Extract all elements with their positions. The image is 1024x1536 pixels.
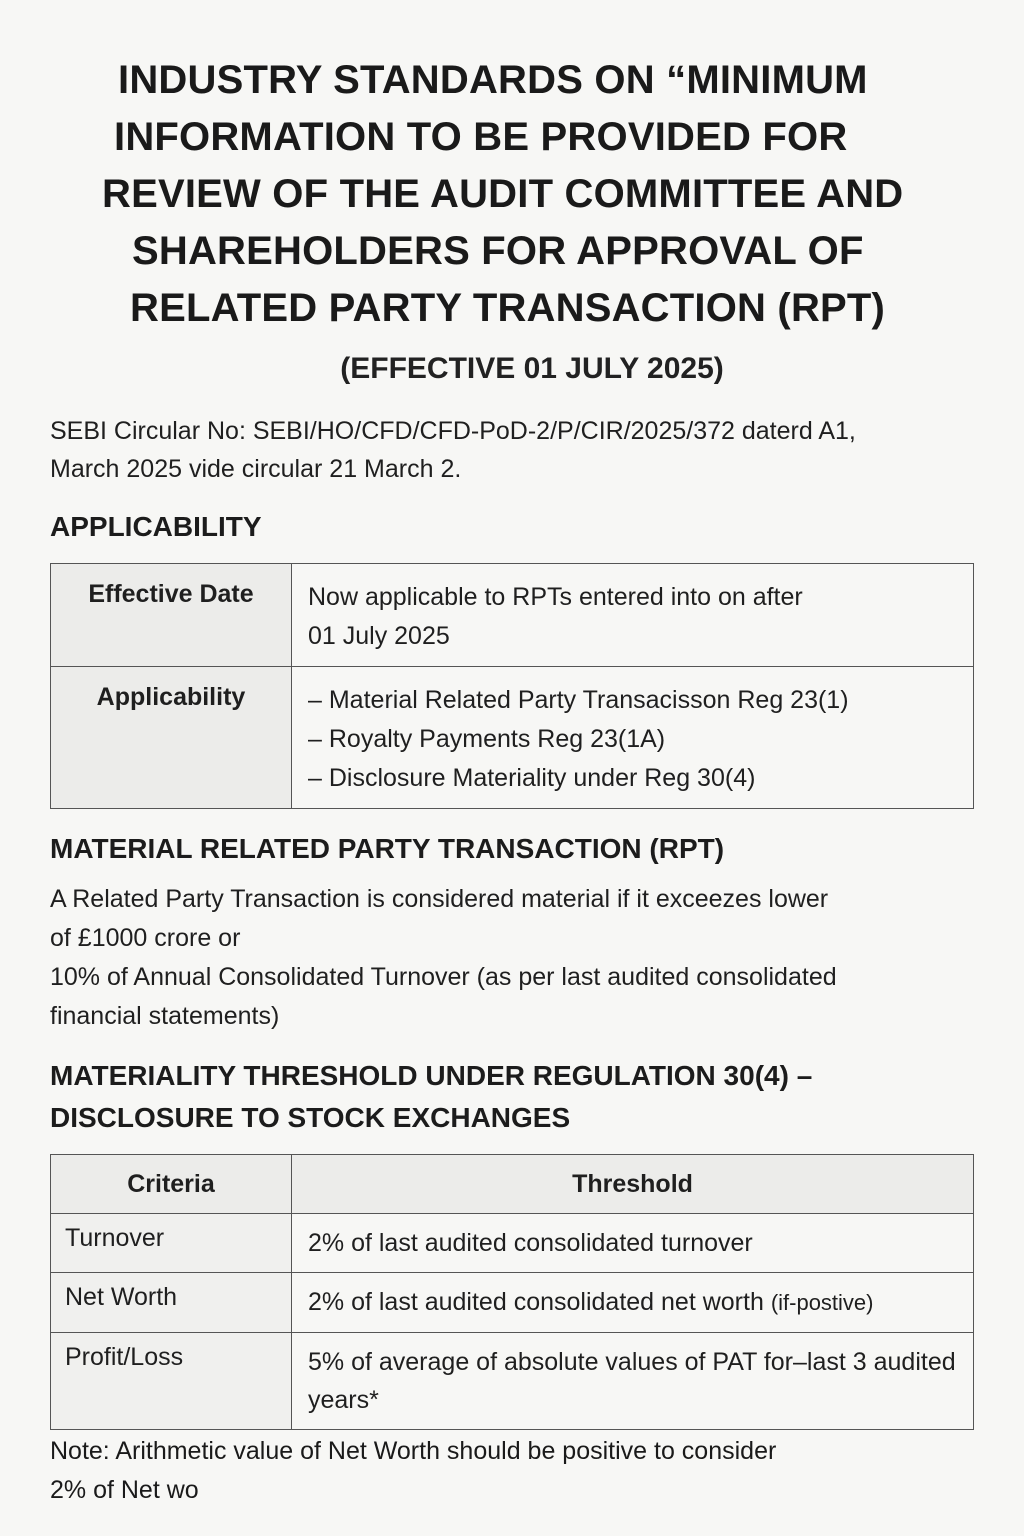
threshold-cell: 2% of last audited consolidated turnover — [292, 1214, 974, 1273]
text-line: A Related Party Transaction is considered material if it exceezes lower — [50, 885, 829, 913]
criteria-cell: Net Worth — [51, 1273, 292, 1333]
table-row — [51, 667, 974, 809]
circular-line: March 2025 vide circular 21 March 2. — [50, 455, 462, 483]
value-line: Now applicable to RPTs entered into on after — [308, 583, 803, 611]
applicability-list — [308, 681, 957, 798]
threshold-text: 2% of last audited consolidated net worth — [308, 1288, 764, 1316]
text-line: of £1000 crore or — [50, 924, 241, 952]
text-line: 10% of Annual Consolidated Turnover (as per last audited consolidated — [50, 963, 837, 991]
threshold-cell — [292, 1273, 974, 1333]
effective-date-subtitle: (EFFECTIVE 01 JULY 2025) — [340, 352, 724, 385]
column-header-criteria: Criteria — [51, 1155, 292, 1214]
text-line: financial statements) — [50, 1002, 280, 1030]
table-row — [51, 1273, 974, 1333]
threshold-table — [50, 1154, 974, 1430]
row-value — [292, 564, 974, 667]
row-value — [292, 667, 974, 809]
note-line: 2% of Net wo — [50, 1476, 199, 1504]
threshold-qualifier: (if-postive) — [770, 1290, 874, 1315]
threshold-cell: 5% of average of absolute values of PAT for–last 3 audited years* — [292, 1333, 974, 1430]
title-line: REVIEW OF THE AUDIT COMMITTEE AND — [102, 172, 904, 216]
list-item: – Material Related Party Transacisson Reg 23(1) — [308, 681, 957, 720]
material-rpt-text — [50, 880, 990, 1036]
title-line: SHAREHOLDERS FOR APPROVAL OF — [132, 229, 864, 273]
column-header-threshold: Threshold — [292, 1155, 974, 1214]
footnote — [50, 1432, 990, 1510]
heading-line: MATERIALITY THRESHOLD UNDER REGULATION 30(4) – — [50, 1060, 813, 1091]
note-line: Note: Arithmetic value of Net Worth should be positive to consider — [50, 1437, 777, 1465]
list-item: – Royalty Payments Reg 23(1A) — [308, 720, 957, 759]
title-line: INDUSTRY STANDARDS ON “MINIMUM — [118, 58, 868, 102]
threshold-heading — [50, 1055, 990, 1139]
material-rpt-heading: MATERIAL RELATED PARTY TRANSACTION (RPT) — [50, 833, 725, 864]
value-line: 01 July 2025 — [308, 622, 450, 650]
row-label: Effective Date — [51, 564, 292, 667]
criteria-cell: Turnover — [51, 1214, 292, 1273]
list-item: – Disclosure Materiality under Reg 30(4) — [308, 759, 957, 798]
heading-line: DISCLOSURE TO STOCK EXCHANGES — [50, 1102, 571, 1133]
table-row — [51, 1214, 974, 1273]
criteria-cell: Profit/Loss — [51, 1333, 292, 1430]
table-header-row — [51, 1155, 974, 1214]
document-title — [90, 52, 1010, 337]
table-row — [51, 1333, 974, 1430]
applicability-heading: APPLICABILITY — [50, 511, 262, 542]
table-row — [51, 564, 974, 667]
circular-line: SEBI Circular No: SEBI/HO/CFD/CFD-PoD-2/P/CIR/2025/372 daterd A1, — [50, 417, 856, 445]
title-line: RELATED PARTY TRANSACTION (RPT) — [130, 286, 886, 330]
title-line: INFORMATION TO BE PROVIDED FOR — [114, 115, 848, 159]
row-label: Applicability — [51, 667, 292, 809]
circular-reference — [50, 412, 1000, 488]
applicability-table — [50, 563, 974, 809]
